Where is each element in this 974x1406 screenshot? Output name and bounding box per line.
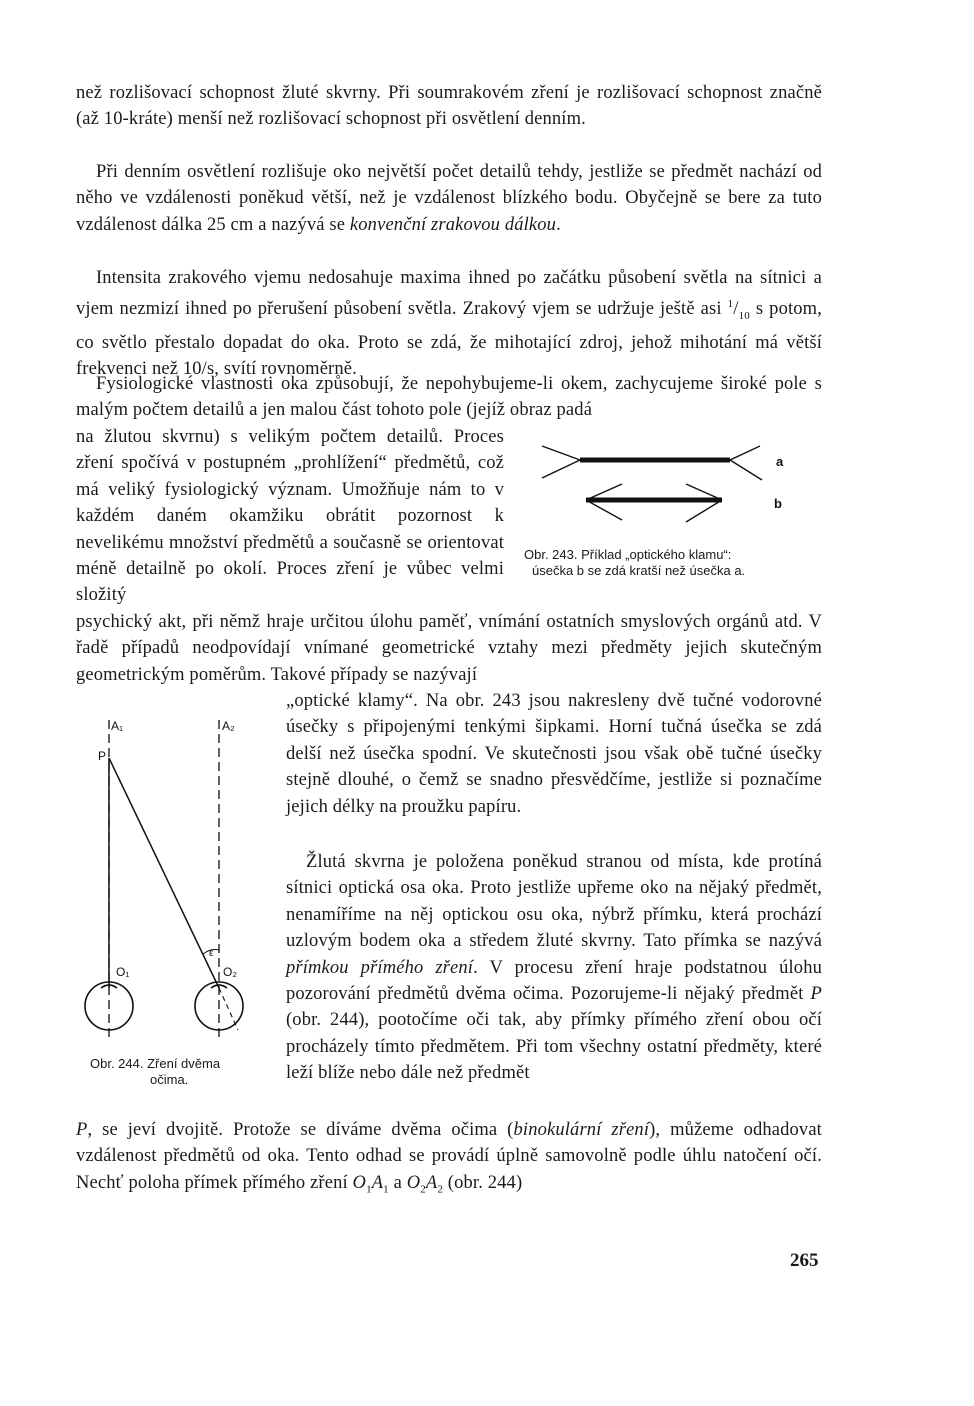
symbol-A1: A (371, 1172, 384, 1193)
paragraph-4-right: „optické klamy“. Na obr. 243 jsou nakresleny dvě tučné vodorovné úsečky s připojenými tenkými šipkami. Horní tučná úsečka se zdá delší než úsečka spodní. Ve skutečnosti jsou však obě tučné úsečky stejně dlouhé, o čemž se snadno přesvědčíme, jestliže si poznačíme jejich délky na proužku papíru. (286, 691, 822, 817)
paragraph-5-text-b: . V procesu zření hraje podstatnou úlohu pozorování předmětů dvěma očima. Pozorujeme-li nějaký předmět (286, 957, 822, 1005)
paragraph-3-text: Intensita zrakového vjemu nedosahuje maxima ihned po začátku působení světla na sítnici a vjem nezmizí ihned po přerušení působení světla. Zrakový vjem se udržuje ještě asi (76, 268, 822, 320)
paragraph-1: než rozlišovací schopnost žluté skvrny. Při soumrakovém zření je rozlišovací schopnost značně (až 10-kráte) menší než rozlišovací schopnost při osvětlení denním. (76, 83, 822, 130)
symbol-A1-sub: 1 (383, 1183, 389, 1196)
paragraph-2 (76, 159, 822, 238)
paragraph-5-bottom (76, 1117, 822, 1203)
line-b-arrow-left-bottom (586, 500, 622, 520)
line-a-tail-right-bottom (730, 460, 762, 480)
figure-243-optical-illusion (530, 440, 800, 532)
conjunction-and: a (388, 1172, 407, 1193)
symbol-O1: O (352, 1172, 367, 1193)
figure-244-caption (90, 1056, 280, 1088)
symbol-A2: A (425, 1172, 438, 1193)
label-A1: A₁ (111, 719, 124, 733)
paragraph-3: Intensita zrakového vjemu nedosahuje maxima ihned po začátku působení světla na sítnici a vjem nezmizí ihned po přerušení působení světla. Zrakový vjem se udržuje ještě asi $^1/_{10}$ s potom, co světlo přestalo dopadat do oka. Proto se zdá, že mihotající zdroj, jehož mihotání má větší frekvenci než 10/s, svítí rovnoměrně. (76, 268, 822, 380)
paragraph-5-text-d: , se jeví dvojitě. Protože se díváme dvěma očima ( (87, 1120, 514, 1140)
fraction-denominator: 10 (738, 310, 750, 323)
paragraph-5-text-c: (obr. 244), pootočíme oči tak, aby přímky přímého zření obou očí procházely tímto předmětem. Při tom všechny ostatní předměty, které leží blíže nebo dále než předmět (286, 1010, 822, 1084)
figure-244-caption-line2: očima. (150, 1072, 189, 1087)
figure-244-caption-line1: Obr. 244. Zření dvěma (90, 1056, 221, 1071)
paragraph-2-end: . (556, 214, 561, 235)
paragraph-5-text-e: ), můžeme odhadovat vzdálenost předmětů od oka. Tento odhad se provádí úplně samovolně podle úhlu natočení očí. Nechť poloha přímek přímého zření (76, 1120, 822, 1193)
label-A2: A₂ (222, 719, 235, 733)
label-b: b (774, 496, 782, 511)
paragraph-3-end: s potom, co světlo přestalo dopadat do oka. Proto se zdá, že mihotající zdroj, jehož mihotání má větší frekvenci než 10/s, svítí rovnoměrně. (76, 299, 822, 380)
label-a: a (776, 454, 784, 469)
fraction-numerator: 1 (727, 298, 734, 311)
label-P: P (98, 749, 107, 763)
symbol-A2-sub: 2 (437, 1183, 444, 1196)
paragraph-2-text: Při denním osvětlení rozlišuje oko největší počet detailů tehdy, jestliže se předmět nachází od něho ve vzdálenosti poněkud větší, než je vzdálenost blízkého bodu. Obyčejně se bere za tuto vzdálenost dálka 25 cm a nazývá se (76, 162, 822, 235)
line-a-tail-right-top (730, 446, 760, 460)
page-number: 265 (790, 1250, 819, 1271)
label-O2: O₂ (223, 965, 237, 979)
symbol-P-2: P (76, 1120, 88, 1140)
paragraph-4-left: na žlutou skvrnu) s velikým počtem detailů. Proces zření spočívá v postupném „prohlížení“ předmětů, což má veliký fysiologický význam. Umožňuje nám to v každém daném okamžiku obrátit pozornost k nevelikému množství předmětů a současně se orientovat méně detailně po okolí. Proces zření je vůbec velmi složitý (76, 427, 504, 606)
figure-244-binocular-vision (78, 710, 278, 1060)
line-b-arrow-right-bottom (686, 500, 722, 522)
term-line-of-direct-vision: přímkou přímého zření (286, 957, 474, 978)
paragraph-4-top: Fysiologické vlastnosti oka způsobují, že nepohybujeme-li okem, zachycujeme široké pole s malým počtem detailů a jen malou část tohoto pole (jejíž obraz padá (76, 374, 822, 421)
paragraph-5-right (286, 849, 822, 1087)
label-O1: O₁ (116, 965, 130, 979)
symbol-O1-sub: 1 (366, 1183, 372, 1196)
line-a-tail-left-top (542, 446, 580, 460)
term-binocular-vision: binokulární zření (513, 1120, 650, 1140)
paragraph-5-text-a: Žlutá skvrna je položena poněkud stranou od místa, kde protíná sítnici optická osa oka. Proto jestliže upřeme oko na nějaký předmět, nenamíříme na něj optickou osu oka, nýbrž přímku, která prochází uzlovým bodem oka a středem žluté skvrny. Tato přímka se nazývá (286, 852, 822, 952)
line-p-o2 (109, 758, 219, 988)
figure-243-caption-line2: úsečka b se zdá kratší než úsečka a. (532, 563, 746, 578)
figure-243-caption (524, 547, 824, 579)
symbol-P: P (810, 984, 822, 1005)
figure-243-caption-line1: Obr. 243. Příklad „optického klamu“: (524, 547, 732, 562)
symbol-O2: O (406, 1172, 421, 1193)
paragraph-4-bottom: psychický akt, při němž hraje určitou úlohu paměť, vnímání ostatních smyslových orgánů atd. V řadě případů neodpovídají vnímané geometrické vztahy mezi předměty jejich skutečným geometrickým poměrům. Takové případy se nazývají (76, 612, 822, 685)
paragraph-5-text-f: (obr. 244) (443, 1172, 523, 1193)
label-epsilon: ε (209, 948, 214, 959)
term-conventional-distance: konvenční zrakovou dálkou (349, 214, 557, 235)
line-a-tail-left-bottom (542, 460, 580, 478)
line-o2-fovea (219, 988, 238, 1030)
symbol-O2-sub: 2 (420, 1183, 426, 1196)
